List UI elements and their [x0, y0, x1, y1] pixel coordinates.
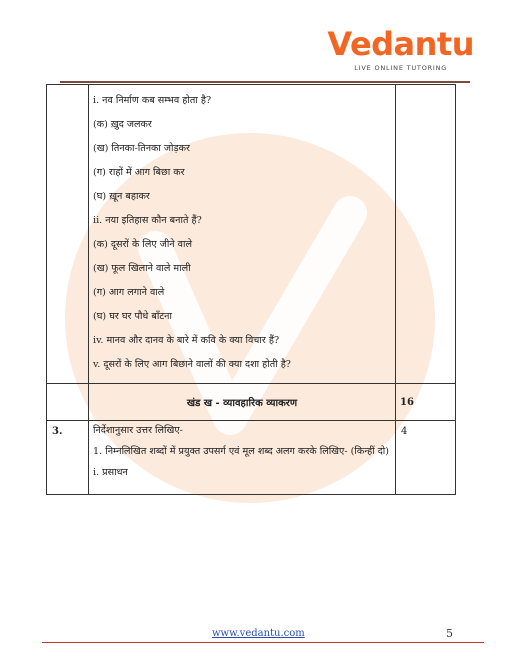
footer-website-link[interactable]: www.vedantu.com — [212, 628, 305, 639]
question-number-cell — [47, 85, 89, 384]
question-marks-cell — [396, 85, 456, 384]
question-3-instruction: निर्देशानुसार उत्तर लिखिए- — [93, 425, 183, 436]
option-line: (घ) घर घर पौधे बाँटना — [93, 311, 172, 322]
option-line: (क) दूसरों के लिए जीने वाले — [93, 239, 193, 250]
question-3-item: i. प्रसाधन — [93, 467, 128, 478]
question-table — [46, 84, 456, 495]
question-3-content — [89, 421, 396, 495]
question-line: ii. नया इतिहास कौन बनाते हैं? — [93, 215, 202, 226]
option-line: (ग) आग लगाने वाले — [93, 287, 165, 298]
question-row-3 — [47, 421, 456, 495]
question-row-1 — [47, 85, 456, 384]
section-marks: 16 — [396, 384, 456, 421]
question-line: v. दूसरों के लिए आग बिछाने वालों की क्या दशा होती है? — [93, 359, 291, 370]
header-rule — [60, 81, 470, 83]
vedantu-logo — [327, 25, 474, 72]
question-number: 3. — [47, 421, 89, 495]
section-header-row — [47, 384, 456, 421]
option-line: (क) ख़ुद जलकर — [93, 119, 152, 130]
option-line: (ग) राहों में आग बिछा कर — [93, 167, 185, 178]
option-line: (ख) तिनका-तिनका जोड़कर — [93, 143, 190, 154]
footer-rule — [42, 642, 484, 643]
question-line: i. नव निर्माण कब सम्भव होता है? — [93, 95, 212, 106]
page-number: 5 — [446, 627, 453, 640]
option-line: (ख) फूल खिलाने वाले माली — [93, 263, 191, 274]
question-3-subquestion: 1. निम्नलिखित शब्दों में प्रयुक्त उपसर्ग एवं मूल शब्द अलग करके लिखिए- (किन्हीं दो) — [93, 446, 390, 457]
question-content-cell — [89, 85, 396, 384]
question-line: iv. मानव और दानव के बारे में कवि के क्या विचार हैं? — [93, 335, 280, 346]
question-3-marks: 4 — [396, 421, 456, 495]
logo-wordmark: Vedantu — [327, 25, 474, 63]
logo-tagline: LIVE ONLINE TUTORING — [354, 64, 448, 72]
option-line: (घ) ख़ून बहाकर — [93, 191, 150, 202]
section-title: खंड ख - व्यावहारिक व्याकरण — [89, 384, 396, 421]
section-empty-cell — [47, 384, 89, 421]
